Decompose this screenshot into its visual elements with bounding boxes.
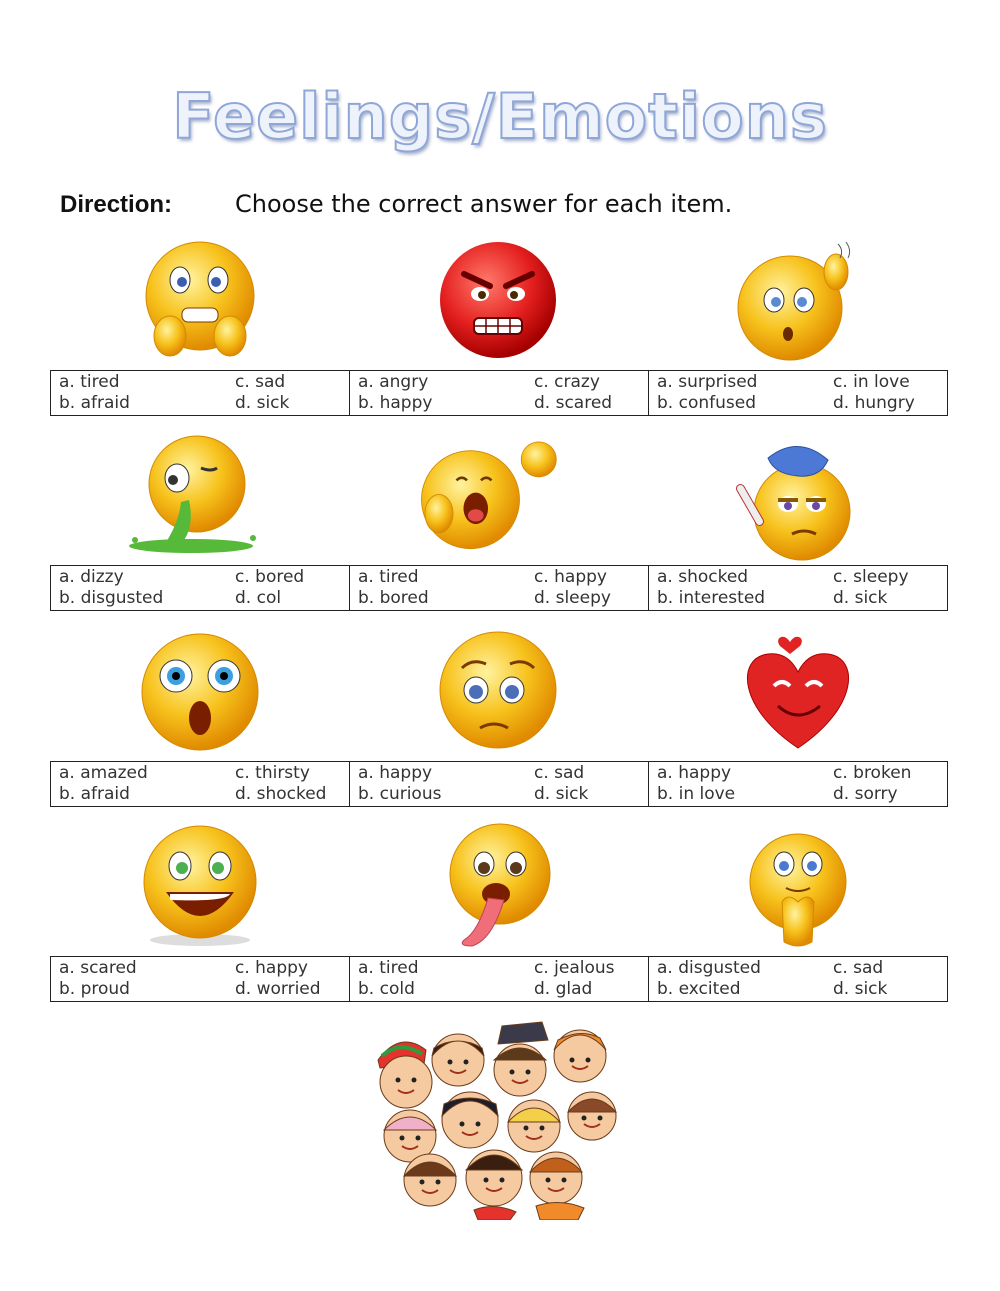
- option-d[interactable]: d. col: [235, 588, 282, 608]
- option-a[interactable]: a. shocked: [657, 567, 749, 587]
- option-c[interactable]: c. crazy: [534, 372, 600, 392]
- option-d[interactable]: d. sorry: [833, 784, 898, 804]
- option-a[interactable]: a. tired: [358, 958, 419, 978]
- options-cell: [649, 957, 947, 1001]
- excited-face-icon: [728, 822, 868, 952]
- option-b[interactable]: b. confused: [657, 393, 756, 413]
- option-b[interactable]: b. disgusted: [59, 588, 164, 608]
- option-a[interactable]: a. amazed: [59, 763, 148, 783]
- option-c[interactable]: c. bored: [235, 567, 305, 587]
- option-d[interactable]: d. sick: [833, 588, 888, 608]
- option-a[interactable]: a. scared: [59, 958, 137, 978]
- options-cell: [51, 762, 349, 806]
- option-c[interactable]: c. sleepy: [833, 567, 909, 587]
- option-a[interactable]: a. happy: [657, 763, 732, 783]
- option-c[interactable]: c. in love: [833, 372, 910, 392]
- option-b[interactable]: b. curious: [358, 784, 442, 804]
- options-cell: [350, 371, 648, 415]
- options-cell: [51, 957, 349, 1001]
- option-d[interactable]: d. sick: [833, 979, 888, 999]
- options-table-row-2: [50, 565, 948, 611]
- options-cell: [350, 566, 648, 610]
- option-b[interactable]: b. bored: [358, 588, 429, 608]
- options-cell: [350, 762, 648, 806]
- yawning-face-icon: [418, 432, 558, 562]
- sad-face-icon: [428, 628, 568, 758]
- option-d[interactable]: d. shocked: [235, 784, 327, 804]
- thirsty-face-icon: [428, 822, 568, 952]
- option-a[interactable]: a. tired: [59, 372, 120, 392]
- page-title: Feelings/Emotions: [172, 80, 828, 153]
- option-d[interactable]: d. scared: [534, 393, 613, 413]
- option-b[interactable]: b. afraid: [59, 784, 130, 804]
- option-a[interactable]: a. tired: [358, 567, 419, 587]
- options-table-row-3: [50, 761, 948, 807]
- options-cell: [649, 762, 947, 806]
- option-b[interactable]: b. interested: [657, 588, 766, 608]
- option-d[interactable]: d. worried: [235, 979, 321, 999]
- option-c[interactable]: c. sad: [833, 958, 884, 978]
- option-a[interactable]: a. disgusted: [657, 958, 761, 978]
- direction-line: [60, 190, 732, 219]
- option-c[interactable]: c. sad: [235, 372, 286, 392]
- option-c[interactable]: c. happy: [534, 567, 607, 587]
- option-a[interactable]: a. happy: [358, 763, 433, 783]
- options-table-row-1: [50, 370, 948, 416]
- vomiting-face-icon: [125, 432, 265, 562]
- angry-face-icon: [428, 238, 568, 368]
- direction-label: Direction:: [60, 191, 173, 218]
- options-cell: [649, 371, 947, 415]
- shocked-face-icon: [130, 628, 270, 758]
- option-b[interactable]: b. happy: [358, 393, 433, 413]
- options-cell: [350, 957, 648, 1001]
- option-c[interactable]: c. sad: [534, 763, 585, 783]
- heart-face-icon: [728, 628, 868, 758]
- option-a[interactable]: a. surprised: [657, 372, 758, 392]
- sick-face-icon: [728, 438, 868, 568]
- option-a[interactable]: a. angry: [358, 372, 429, 392]
- options-cell: [51, 566, 349, 610]
- happy-face-icon: [130, 822, 270, 952]
- option-b[interactable]: b. excited: [657, 979, 741, 999]
- direction-text: Choose the correct answer for each item.: [235, 190, 733, 218]
- scared-face-icon: [130, 238, 270, 368]
- group-of-kids-illustration: [370, 1020, 630, 1220]
- option-b[interactable]: b. proud: [59, 979, 130, 999]
- option-b[interactable]: b. cold: [358, 979, 415, 999]
- option-b[interactable]: b. in love: [657, 784, 736, 804]
- option-b[interactable]: b. afraid: [59, 393, 130, 413]
- option-d[interactable]: d. glad: [534, 979, 593, 999]
- option-c[interactable]: c. jealous: [534, 958, 615, 978]
- confused-face-icon: [728, 238, 868, 368]
- options-cell: [51, 371, 349, 415]
- option-d[interactable]: d. sick: [235, 393, 290, 413]
- option-c[interactable]: c. broken: [833, 763, 912, 783]
- option-d[interactable]: d. sick: [534, 784, 589, 804]
- options-cell: [649, 566, 947, 610]
- options-table-row-4: [50, 956, 948, 1002]
- option-d[interactable]: d. sleepy: [534, 588, 611, 608]
- option-a[interactable]: a. dizzy: [59, 567, 124, 587]
- option-c[interactable]: c. happy: [235, 958, 308, 978]
- option-d[interactable]: d. hungry: [833, 393, 915, 413]
- option-c[interactable]: c. thirsty: [235, 763, 310, 783]
